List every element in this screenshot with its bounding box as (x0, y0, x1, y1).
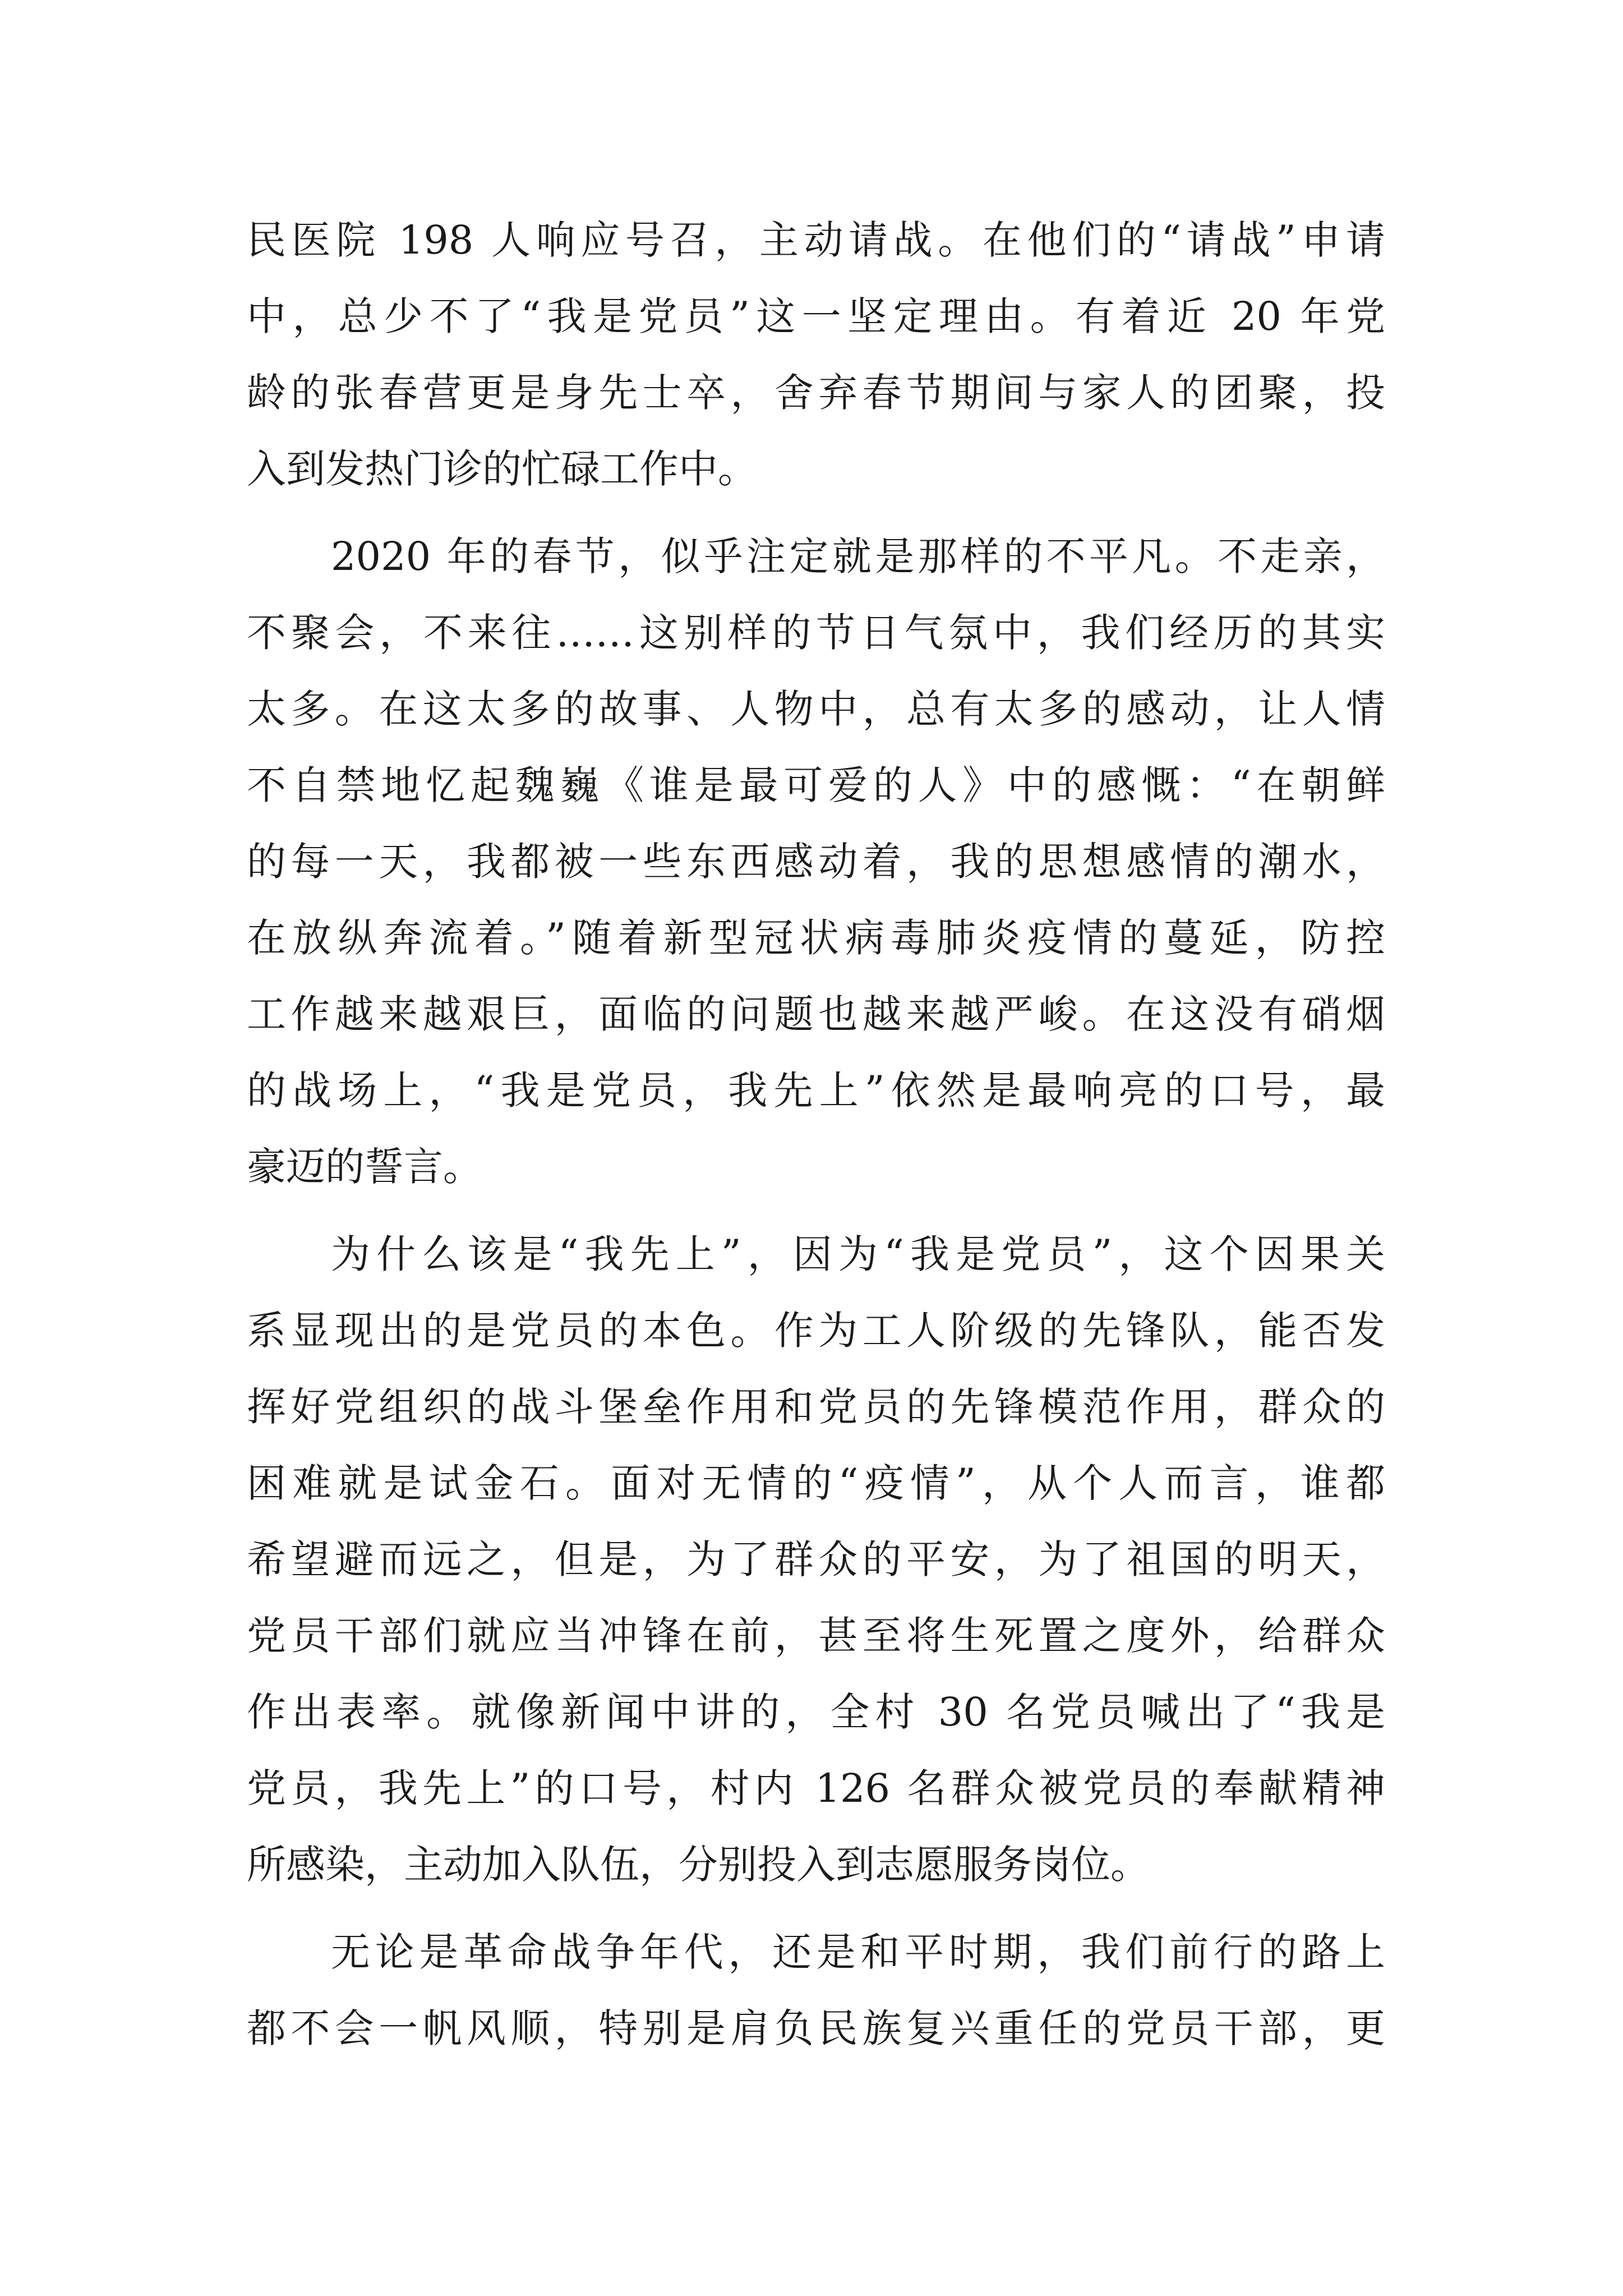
paragraph-line: 2020 年的春节，似乎注定就是那样的不平凡。不走亲， (331, 533, 1385, 579)
paragraph-line: 系显现出的是党员的本色。作为工人阶级的先锋队，能否发 (247, 1308, 1385, 1354)
paragraph-line: 不自禁地忆起魏巍《谁是最可爱的人》中的感慨：“在朝鲜 (247, 762, 1385, 808)
paragraph-line: 党员，我先上”的口号，村内 126 名群众被党员的奉献精神 (247, 1765, 1385, 1811)
paragraph-line: 所感染，主动加入队伍，分别投入到志愿服务岗位。 (247, 1842, 1150, 1888)
paragraph-line: 太多。在这太多的故事、人物中，总有太多的感动，让人情 (247, 686, 1385, 732)
document-body (247, 202, 1385, 2067)
paragraph-gap (247, 1205, 1385, 1216)
paragraph-line: 的每一天，我都被一些东西感动着，我的思想感情的潮水， (247, 839, 1385, 885)
paragraph-line: 党员干部们就应当冲锋在前，甚至将生死置之度外，给群众 (247, 1613, 1385, 1659)
paragraph-line: 困难就是试金石。面对无情的“疫情”，从个人而言，谁都 (247, 1460, 1385, 1506)
paragraph-line: 入到发热门诊的忙碌工作中。 (247, 446, 757, 492)
paragraph-gap (247, 507, 1385, 518)
paragraph-line: 希望避而远之，但是，为了群众的平安，为了祖国的明天， (247, 1536, 1385, 1582)
paragraph-line: 工作越来越艰巨，面临的问题也越来越严峻。在这没有硝烟 (247, 991, 1385, 1037)
paragraph-line: 都不会一帆风顺，特别是肩负民族复兴重任的党员干部，更 (247, 2005, 1385, 2051)
paragraph-line: 挥好党组织的战斗堡垒作用和党员的先锋模范作用，群众的 (247, 1384, 1385, 1430)
paragraph-line: 龄的张春营更是身先士卒，舍弃春节期间与家人的团聚，投 (247, 370, 1385, 416)
paragraph-line: 在放纵奔流着。”随着新型冠状病毒肺炎疫情的蔓延，防控 (247, 915, 1385, 961)
paragraph-line: 民医院 198 人响应号召，主动请战。在他们的“请战”申请 (247, 217, 1385, 263)
paragraph-gap (247, 1903, 1385, 1914)
paragraph-line: 作出表率。就像新闻中讲的，全村 30 名党员喊出了“我是 (247, 1689, 1385, 1735)
paragraph-line: 的战场上，“我是党员，我先上”依然是最响亮的口号，最 (247, 1068, 1385, 1114)
paragraph-line: 为什么该是“我先上”，因为“我是党员”，这个因果关 (331, 1231, 1385, 1277)
paragraph-line: 不聚会，不来往……这别样的节日气氛中，我们经历的其实 (247, 610, 1385, 656)
paragraph-line: 豪迈的誓言。 (247, 1144, 482, 1190)
paragraph-line: 无论是革命战争年代，还是和平时期，我们前行的路上 (331, 1929, 1385, 1975)
paragraph-line: 中，总少不了“我是党员”这一坚定理由。有着近 20 年党 (247, 293, 1385, 339)
